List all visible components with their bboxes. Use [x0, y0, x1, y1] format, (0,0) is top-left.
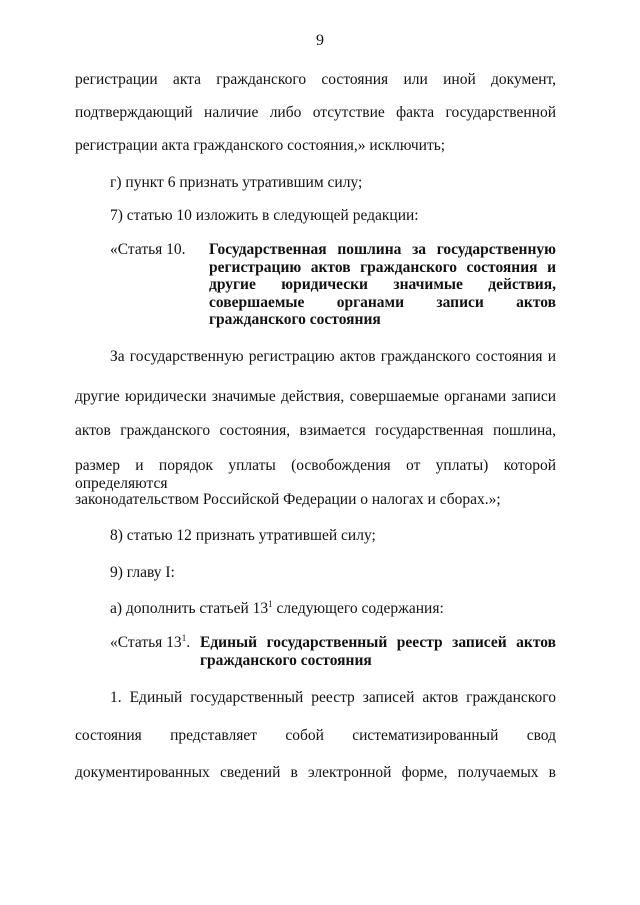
page-number: 9 [316, 32, 324, 49]
article-10-title-line: совершаемые органами записи актов [209, 293, 556, 311]
article-13-1-title-line: гражданского состояния [200, 651, 372, 669]
fee-line-3: актов гражданского состояния, взимается государственная пошлина, [75, 422, 556, 439]
item-9: 9) главу I: [110, 564, 175, 581]
article-13-1-title [200, 634, 556, 669]
fee-line-2: другие юридически значимые действия, совершаемые органами записи [75, 388, 556, 405]
item-a: а) дополнить статьей $13^1$ следующего содержания: [110, 599, 444, 617]
article-10-label: «Статья 10. [110, 241, 186, 258]
article-10-title [209, 241, 556, 329]
registry-line-2: состояния представляет собой систематизированный свод [75, 727, 556, 744]
intro-line-2: подтверждающий наличие либо отсутствие факта государственной [75, 104, 556, 121]
fee-line-1: За государственную регистрацию актов гражданского состояния и [110, 348, 556, 365]
registry-line-1: 1. Единый государственный реестр записей актов гражданского [110, 689, 556, 706]
item-8: 8) статью 12 признать утратившей силу; [110, 527, 376, 544]
fee-line-4: размер и порядок уплаты (освобождения от уплаты) которой определяются [75, 457, 556, 492]
article-10-title-line: другие юридически значимые действия, [209, 276, 556, 293]
article-10-title-line: Государственная пошлина за государственную [209, 241, 556, 258]
article-13-1-label: «Статья $13^1$. [110, 633, 191, 651]
registry-line-3: документированных сведений в электронной форме, получаемых в [75, 764, 556, 781]
intro-line-3: регистрации акта гражданского состояния,» исключить; [75, 137, 446, 154]
item-7: 7) статью 10 изложить в следующей редакции: [110, 207, 419, 224]
article-10-title-line: регистрацию актов гражданского состояния и [209, 258, 556, 276]
item-g: г) пункт 6 признать утратившим силу; [110, 174, 363, 191]
article-13-1-title-line: Единый государственный реестр записей актов [200, 634, 556, 651]
intro-line-1: регистрации акта гражданского состояния или иной документ, [75, 71, 556, 88]
article-10-title-line: гражданского состояния [209, 311, 381, 328]
fee-line-5: законодательством Российской Федерации о налогах и сборах.»; [75, 491, 501, 508]
